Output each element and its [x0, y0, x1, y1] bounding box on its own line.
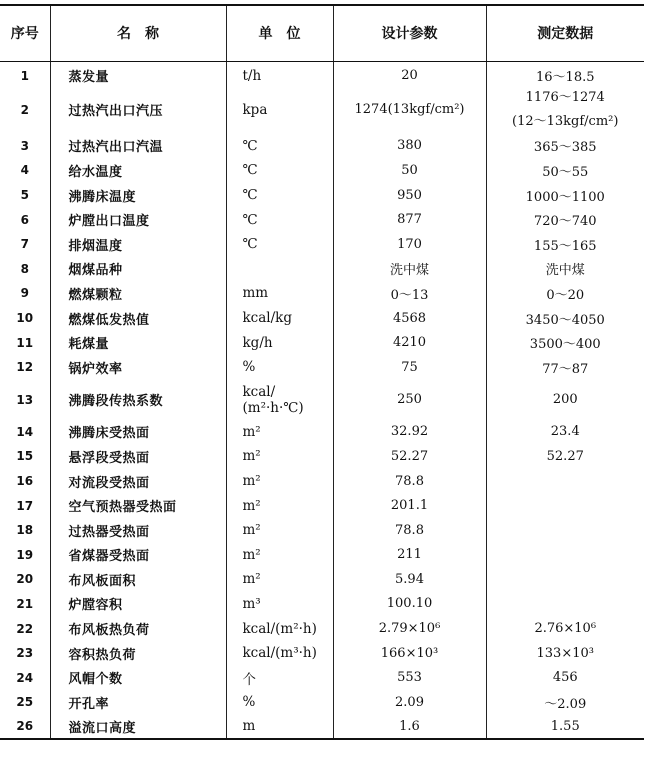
- design-value: 1274(13kgf/cm²): [333, 86, 486, 134]
- measured-value: 456: [486, 665, 644, 690]
- design-value: 380: [333, 134, 486, 159]
- design-value: 2.79×10⁶: [333, 616, 486, 641]
- row-number: 2: [20, 102, 29, 117]
- measured-value: 1.55: [486, 715, 644, 740]
- unit-cell: [226, 592, 333, 617]
- table-row: [0, 183, 644, 208]
- unit-text-line2: (m²·h·℃): [242, 399, 304, 416]
- parameter-name: 过热汽出口汽压: [50, 86, 226, 134]
- row-number: 11: [16, 335, 34, 350]
- unit-text: kcal/: [242, 383, 276, 400]
- table-row: [0, 306, 644, 331]
- table-row: [0, 469, 644, 494]
- design-value: 75: [333, 355, 486, 380]
- design-value: 201.1: [333, 493, 486, 518]
- unit-cell: [226, 158, 333, 183]
- row-number: 26: [0, 715, 50, 740]
- measured-value: 3450～4050: [486, 306, 644, 331]
- unit-cell: [226, 207, 333, 232]
- unit-text: kcal/kg: [242, 310, 292, 327]
- table-row: [0, 543, 644, 568]
- unit-cell: [226, 183, 333, 208]
- table-row: [0, 158, 644, 183]
- row-number: 22: [16, 621, 34, 636]
- unit-cell: [226, 330, 333, 355]
- design-value: 78.8: [333, 518, 486, 543]
- unit-cell: [226, 420, 333, 445]
- row-number: 7: [20, 237, 29, 252]
- unit-text: 个: [242, 671, 256, 688]
- unit-text: %: [242, 694, 256, 711]
- header-design: 设计参数: [333, 5, 486, 61]
- unit-cell: [226, 518, 333, 543]
- unit-cell: [226, 86, 333, 134]
- design-value: 250: [333, 380, 486, 420]
- table-row: [0, 420, 644, 445]
- unit-cell: [226, 257, 333, 282]
- table-row: [0, 134, 644, 159]
- row-number: 3: [20, 138, 29, 153]
- row-number: 13: [16, 392, 34, 407]
- design-value: 52.27: [333, 444, 486, 469]
- parameter-name: 给水温度: [50, 158, 226, 183]
- measured-value: ～2.09: [486, 690, 644, 715]
- measured-cell: [486, 86, 644, 134]
- unit-cell: [226, 306, 333, 331]
- measured-value: [486, 543, 644, 568]
- parameter-name: 风帽个数: [50, 665, 226, 690]
- unit-text: m²: [242, 423, 261, 440]
- parameter-name: 排烟温度: [50, 232, 226, 257]
- parameter-name: 溢流口高度: [50, 715, 226, 740]
- measured-value-upper: 1176～1274: [525, 89, 605, 105]
- table-row: [0, 330, 644, 355]
- unit-cell: [226, 665, 333, 690]
- unit-text: ℃: [242, 137, 258, 154]
- unit-cell: [226, 469, 333, 494]
- design-value: 0～13: [333, 281, 486, 306]
- unit-cell: [226, 134, 333, 159]
- unit-text: m²: [242, 473, 261, 490]
- measured-value: 16～18.5: [486, 61, 644, 86]
- unit-text: ℃: [242, 187, 258, 204]
- unit-text: m²: [242, 546, 261, 563]
- design-value: 50: [333, 158, 486, 183]
- row-number: 17: [16, 498, 34, 513]
- table-row: [0, 641, 644, 666]
- table-row: [0, 665, 644, 690]
- unit-cell: [226, 567, 333, 592]
- parameter-name: 沸腾段传热系数: [50, 380, 226, 420]
- measured-value: 200: [486, 380, 644, 420]
- design-value: 166×10³: [333, 641, 486, 666]
- parameter-name: 沸腾床受热面: [50, 420, 226, 445]
- unit-text: m³: [242, 595, 261, 612]
- parameter-name: 沸腾床温度: [50, 183, 226, 208]
- row-number: 24: [16, 670, 34, 685]
- unit-cell: [226, 616, 333, 641]
- measured-value: 3500～400: [486, 330, 644, 355]
- unit-text: kg/h: [242, 334, 273, 351]
- design-value: 20: [333, 61, 486, 86]
- row-number: 12: [16, 360, 34, 375]
- measured-value: 2.76×10⁶: [486, 616, 644, 641]
- measured-value: 133×10³: [486, 641, 644, 666]
- table-row: [0, 257, 644, 282]
- parameter-name: 锅炉效率: [50, 355, 226, 380]
- parameter-name: 省煤器受热面: [50, 543, 226, 568]
- parameter-name: 炉膛出口温度: [50, 207, 226, 232]
- design-value: 211: [333, 543, 486, 568]
- unit-cell: [226, 641, 333, 666]
- unit-text: m²: [242, 497, 261, 514]
- table-row: [0, 207, 644, 232]
- parameter-name: 燃煤颗粒: [50, 281, 226, 306]
- measured-value: 365～385: [486, 134, 644, 159]
- design-value: 32.92: [333, 420, 486, 445]
- unit-text: m²: [242, 522, 261, 539]
- measured-value: 23.4: [486, 420, 644, 445]
- unit-text: m²: [242, 448, 261, 465]
- header-row: [0, 5, 644, 61]
- unit-text: kcal/(m²·h): [242, 620, 317, 637]
- measured-value: [486, 592, 644, 617]
- unit-text: m²: [242, 571, 261, 588]
- measured-value: [486, 493, 644, 518]
- table-row: [0, 592, 644, 617]
- table-header: [0, 5, 644, 61]
- parameter-name: 对流段受热面: [50, 469, 226, 494]
- parameter-name: 开孔率: [50, 690, 226, 715]
- header-no: 序号: [0, 5, 50, 61]
- table-row: [0, 567, 644, 592]
- table-row: [0, 690, 644, 715]
- measured-value: 52.27: [486, 444, 644, 469]
- unit-cell: [226, 543, 333, 568]
- unit-text: m: [242, 718, 256, 735]
- parameter-name: 空气预热器受热面: [50, 493, 226, 518]
- parameter-name: 布风板热负荷: [50, 616, 226, 641]
- design-value: 100.10: [333, 592, 486, 617]
- parameter-name: 过热器受热面: [50, 518, 226, 543]
- table-row: [0, 715, 644, 740]
- unit-cell: [226, 232, 333, 257]
- measured-value: 77～87: [486, 355, 644, 380]
- design-value: 5.94: [333, 567, 486, 592]
- design-value: 877: [333, 207, 486, 232]
- table-row: [0, 616, 644, 641]
- measured-value: 1000～1100: [486, 183, 644, 208]
- boiler-parameters-table: [0, 4, 644, 740]
- row-number: 10: [16, 311, 34, 326]
- row-number: 1: [20, 68, 29, 83]
- parameter-name: 过热汽出口汽温: [50, 134, 226, 159]
- unit-text: kpa: [242, 101, 268, 118]
- measured-value: 50～55: [486, 158, 644, 183]
- row-number: 4: [20, 163, 29, 178]
- unit-cell: [226, 61, 333, 86]
- table-row: [0, 355, 644, 380]
- design-value: 170: [333, 232, 486, 257]
- table-body: [0, 61, 644, 739]
- unit-cell: [226, 355, 333, 380]
- table-row: [0, 232, 644, 257]
- unit-text: t/h: [242, 67, 262, 84]
- design-value: 553: [333, 665, 486, 690]
- row-number: 14: [16, 424, 34, 439]
- row-number: 5: [20, 188, 29, 203]
- unit-cell: [226, 281, 333, 306]
- row-number: 21: [16, 596, 34, 611]
- measured-value: 0～20: [486, 281, 644, 306]
- parameter-name: 耗煤量: [50, 330, 226, 355]
- design-value: 1.6: [333, 715, 486, 740]
- table-row: [0, 518, 644, 543]
- row-number: 15: [16, 449, 34, 464]
- table-row: [0, 493, 644, 518]
- parameter-name: 蒸发量: [50, 61, 226, 86]
- unit-text: %: [242, 359, 256, 376]
- parameter-name: 烟煤品种: [50, 257, 226, 282]
- table-row: [0, 86, 644, 134]
- parameter-name: 燃煤低发热值: [50, 306, 226, 331]
- design-value: 78.8: [333, 469, 486, 494]
- header-unit: 单 位: [226, 5, 333, 61]
- measured-value: 720～740: [486, 207, 644, 232]
- measured-value: 洗中煤: [486, 257, 644, 282]
- unit-text: ℃: [242, 211, 258, 228]
- measured-value: [486, 518, 644, 543]
- row-number: 18: [16, 523, 34, 538]
- measured-value: [486, 567, 644, 592]
- unit-cell: [226, 690, 333, 715]
- unit-cell: [226, 493, 333, 518]
- row-number: 19: [16, 547, 34, 562]
- table-row: [0, 380, 644, 420]
- table-row: [0, 61, 644, 86]
- measured-value: [486, 469, 644, 494]
- design-value: 4210: [333, 330, 486, 355]
- row-number: 16: [16, 474, 34, 489]
- header-name: 名 称: [50, 5, 226, 61]
- header-measured: 测定数据: [486, 5, 644, 61]
- row-number: 20: [16, 572, 34, 587]
- unit-cell: [226, 380, 333, 420]
- measured-value: (12～13kgf/cm²): [512, 113, 619, 129]
- unit-cell: [226, 715, 333, 740]
- unit-text: ℃: [242, 236, 258, 253]
- design-value: 4568: [333, 306, 486, 331]
- row-number: 9: [20, 286, 29, 301]
- design-value: 2.09: [333, 690, 486, 715]
- parameter-name: 悬浮段受热面: [50, 444, 226, 469]
- design-value: 950: [333, 183, 486, 208]
- table-row: [0, 444, 644, 469]
- parameter-name: 容积热负荷: [50, 641, 226, 666]
- unit-text: ℃: [242, 162, 258, 179]
- parameter-name: 布风板面积: [50, 567, 226, 592]
- row-number: 23: [16, 646, 34, 661]
- unit-text: mm: [242, 285, 269, 302]
- row-number: 25: [16, 695, 34, 710]
- design-value: 洗中煤: [333, 257, 486, 282]
- unit-cell: [226, 444, 333, 469]
- row-number: 6: [20, 212, 29, 227]
- unit-text: kcal/(m³·h): [242, 645, 317, 662]
- measured-value: 155～165: [486, 232, 644, 257]
- table-row: [0, 281, 644, 306]
- row-number: 8: [20, 261, 29, 276]
- parameter-name: 炉膛容积: [50, 592, 226, 617]
